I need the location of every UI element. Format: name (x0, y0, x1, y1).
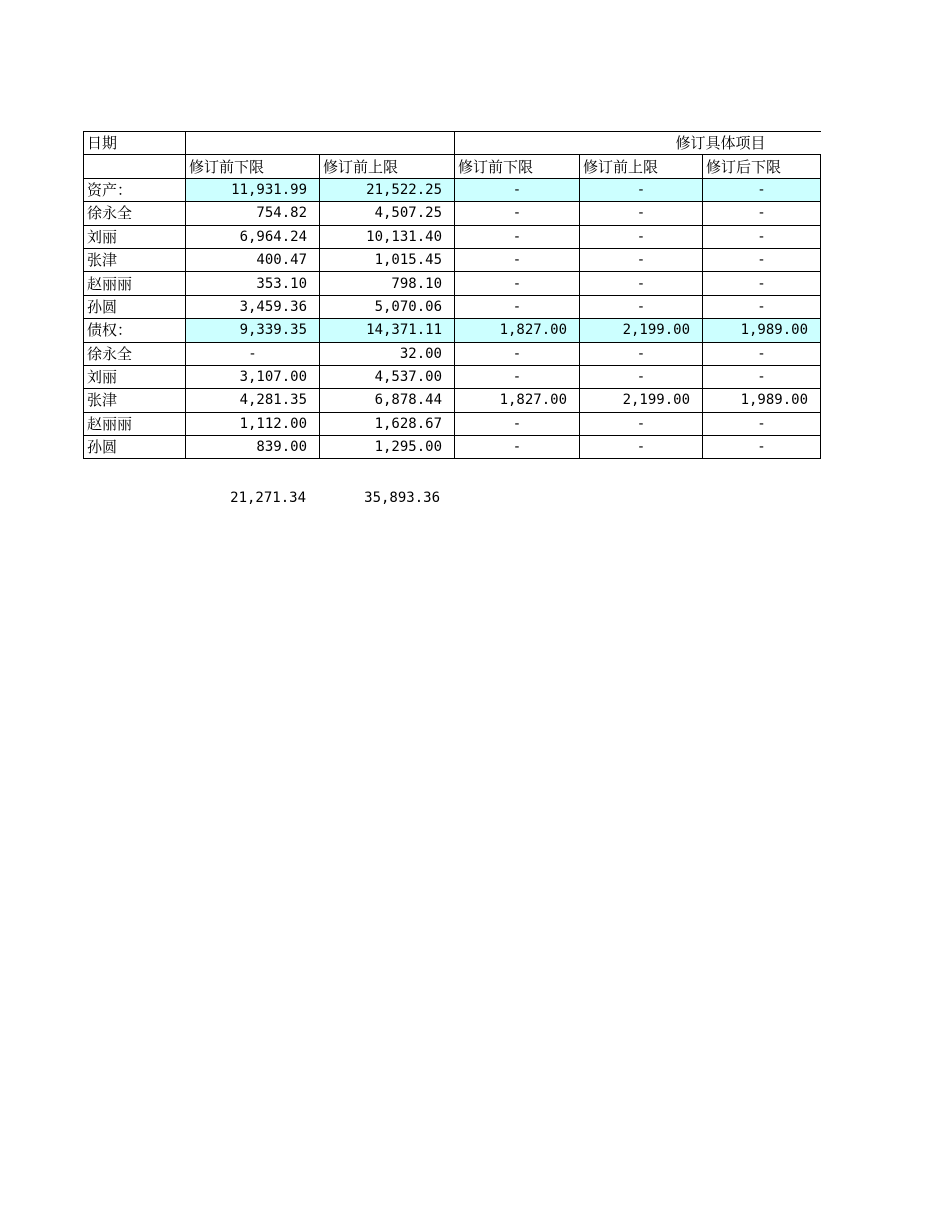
value-cell[interactable]: 3,107.00 (186, 365, 320, 388)
value-cell[interactable]: 1,989.00 (703, 319, 821, 342)
row-label[interactable]: 刘丽 (84, 225, 186, 248)
value-cell[interactable]: - (580, 272, 703, 295)
value-cell[interactable]: 4,507.25 (320, 202, 455, 225)
value-cell[interactable]: - (703, 295, 821, 318)
value-cell[interactable]: - (455, 225, 580, 248)
table-row (84, 248, 821, 271)
value-cell[interactable]: 353.10 (186, 272, 320, 295)
row-label[interactable]: 张津 (84, 389, 186, 412)
table-row (84, 295, 821, 318)
value-cell[interactable]: - (580, 248, 703, 271)
value-cell[interactable]: 1,628.67 (320, 412, 455, 435)
value-cell[interactable]: - (703, 178, 821, 201)
value-cell[interactable]: 4,537.00 (320, 365, 455, 388)
revision-table (83, 131, 821, 459)
value-cell[interactable]: - (186, 342, 320, 365)
value-cell[interactable]: 14,371.11 (320, 319, 455, 342)
table-row (84, 389, 821, 412)
value-cell[interactable]: - (703, 272, 821, 295)
blank-header[interactable] (186, 132, 455, 155)
value-cell[interactable]: - (703, 248, 821, 271)
value-cell[interactable]: 2,199.00 (580, 319, 703, 342)
value-cell[interactable]: 2,199.00 (580, 389, 703, 412)
value-cell[interactable]: - (455, 272, 580, 295)
table-row (84, 178, 821, 201)
value-cell[interactable]: - (455, 202, 580, 225)
value-cell[interactable]: - (703, 436, 821, 459)
total-lower[interactable]: 21,271.34 (230, 490, 306, 506)
value-cell[interactable]: 1,295.00 (320, 436, 455, 459)
row-label[interactable]: 张津 (84, 248, 186, 271)
row-label[interactable]: 孙圆 (84, 295, 186, 318)
table-row (84, 202, 821, 225)
col-header-5[interactable]: 修订后下限 (703, 155, 821, 178)
value-cell[interactable]: - (455, 365, 580, 388)
value-cell[interactable]: 11,931.99 (186, 178, 320, 201)
row-label[interactable]: 刘丽 (84, 365, 186, 388)
value-cell[interactable]: 1,827.00 (455, 389, 580, 412)
table-row (84, 412, 821, 435)
value-cell[interactable]: - (580, 202, 703, 225)
value-cell[interactable]: 839.00 (186, 436, 320, 459)
row-label[interactable]: 赵丽丽 (84, 272, 186, 295)
blank-cell[interactable] (84, 155, 186, 178)
row-label[interactable]: 债权： (84, 319, 186, 342)
value-cell[interactable]: - (703, 202, 821, 225)
group-header[interactable]: 修订具体项目 (455, 132, 821, 155)
value-cell[interactable]: - (580, 342, 703, 365)
value-cell[interactable]: 4,281.35 (186, 389, 320, 412)
value-cell[interactable]: 10,131.40 (320, 225, 455, 248)
value-cell[interactable]: 1,827.00 (455, 319, 580, 342)
total-upper[interactable]: 35,893.36 (364, 490, 440, 506)
col-header-2[interactable]: 修订前上限 (320, 155, 455, 178)
value-cell[interactable]: 6,878.44 (320, 389, 455, 412)
value-cell[interactable]: - (580, 412, 703, 435)
value-cell[interactable]: 6,964.24 (186, 225, 320, 248)
row-label[interactable]: 赵丽丽 (84, 412, 186, 435)
value-cell[interactable]: - (703, 342, 821, 365)
value-cell[interactable]: - (580, 436, 703, 459)
value-cell[interactable]: - (455, 248, 580, 271)
value-cell[interactable]: 21,522.25 (320, 178, 455, 201)
value-cell[interactable]: - (455, 412, 580, 435)
value-cell[interactable]: - (703, 365, 821, 388)
row-label[interactable]: 徐永全 (84, 202, 186, 225)
value-cell[interactable]: - (455, 436, 580, 459)
value-cell[interactable]: - (455, 342, 580, 365)
col-header-1[interactable]: 修订前下限 (186, 155, 320, 178)
date-header[interactable]: 日期 (84, 132, 186, 155)
header-row-2 (84, 155, 821, 178)
value-cell[interactable]: 1,989.00 (703, 389, 821, 412)
row-label[interactable]: 孙圆 (84, 436, 186, 459)
value-cell[interactable]: 754.82 (186, 202, 320, 225)
value-cell[interactable]: - (455, 178, 580, 201)
row-label[interactable]: 资产： (84, 178, 186, 201)
value-cell[interactable]: 3,459.36 (186, 295, 320, 318)
value-cell[interactable]: - (580, 365, 703, 388)
value-cell[interactable]: - (455, 295, 580, 318)
value-cell[interactable]: 1,112.00 (186, 412, 320, 435)
value-cell[interactable]: 32.00 (320, 342, 455, 365)
value-cell[interactable]: 5,070.06 (320, 295, 455, 318)
table-row (84, 342, 821, 365)
value-cell[interactable]: - (703, 412, 821, 435)
value-cell[interactable]: 1,015.45 (320, 248, 455, 271)
value-cell[interactable]: - (580, 178, 703, 201)
table-row (84, 319, 821, 342)
value-cell[interactable]: 9,339.35 (186, 319, 320, 342)
row-label[interactable]: 徐永全 (84, 342, 186, 365)
value-cell[interactable]: - (703, 225, 821, 248)
header-row-1 (84, 132, 821, 155)
table-row (84, 225, 821, 248)
value-cell[interactable]: - (580, 225, 703, 248)
table-row (84, 272, 821, 295)
col-header-3[interactable]: 修订前下限 (455, 155, 580, 178)
value-cell[interactable]: 400.47 (186, 248, 320, 271)
value-cell[interactable]: - (580, 295, 703, 318)
col-header-4[interactable]: 修订前上限 (580, 155, 703, 178)
table-row (84, 436, 821, 459)
table-row (84, 365, 821, 388)
value-cell[interactable]: 798.10 (320, 272, 455, 295)
